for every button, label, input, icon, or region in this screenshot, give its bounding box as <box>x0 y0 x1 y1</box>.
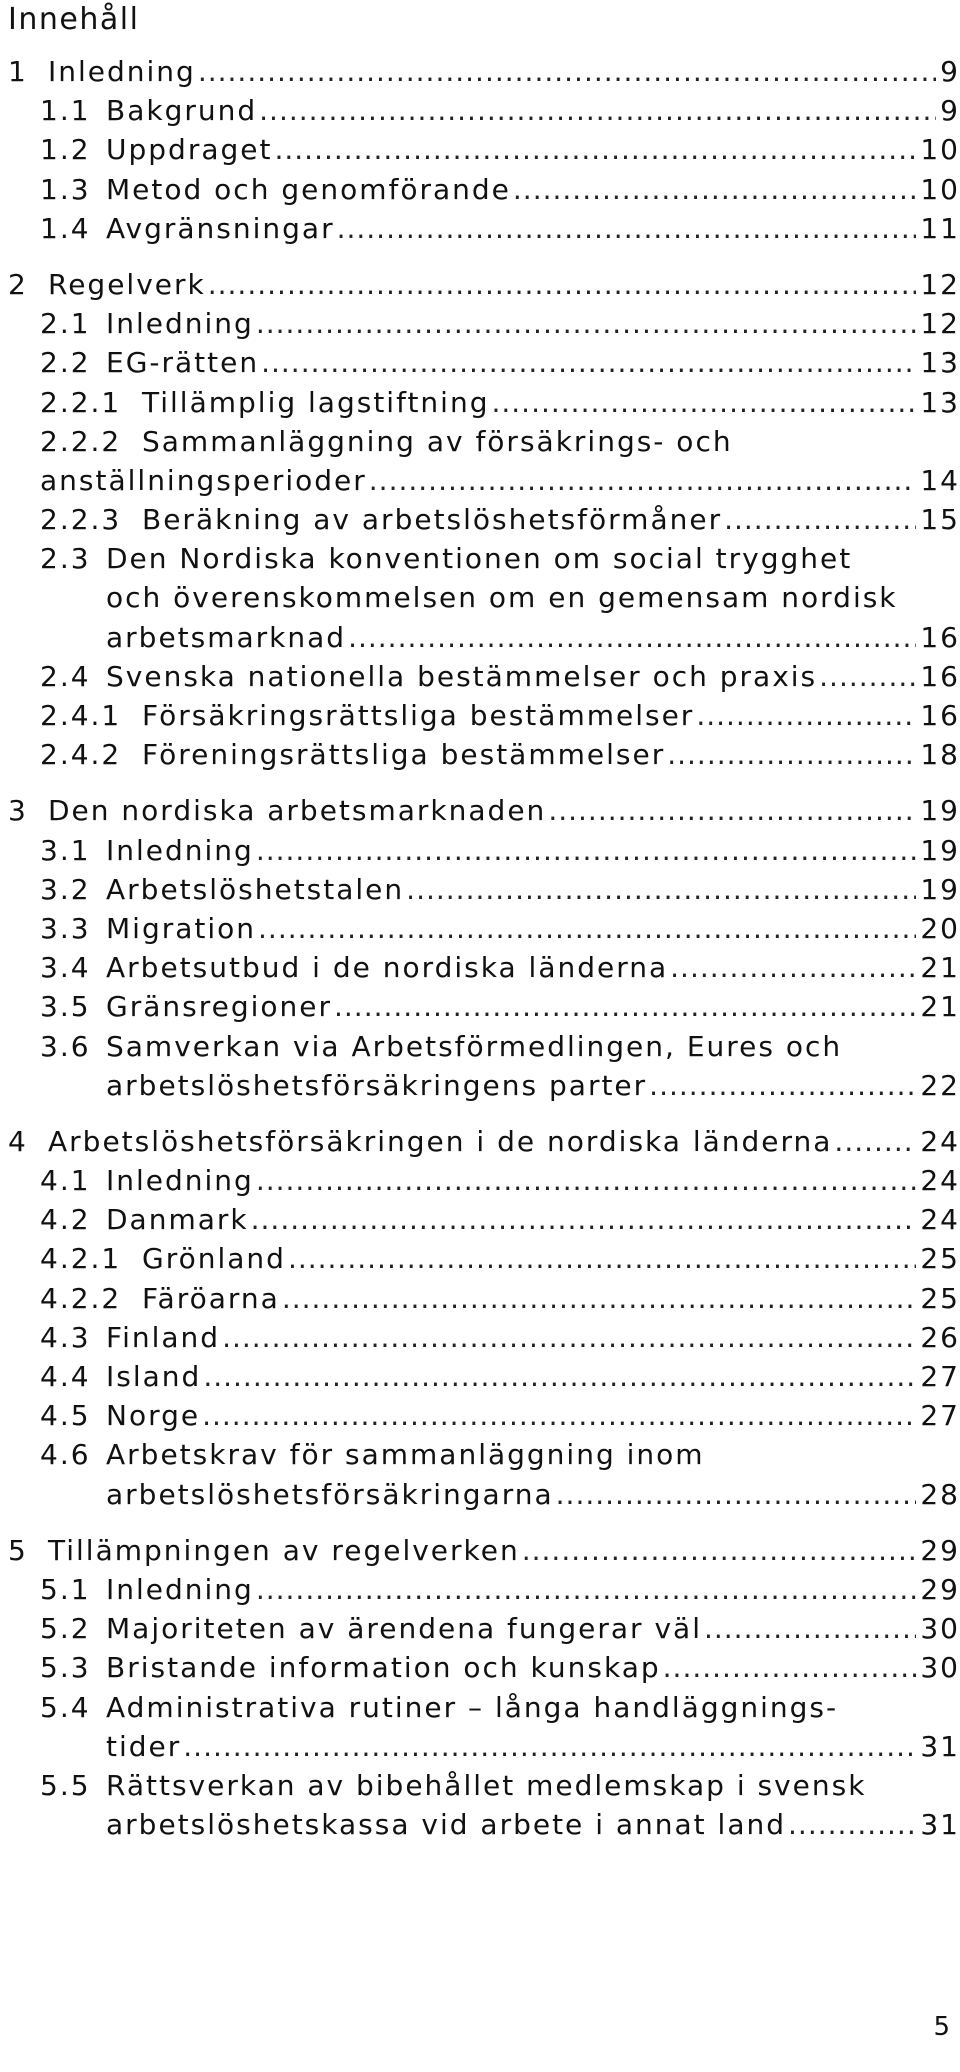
toc-entry-title: Arbetsutbud i de nordiska länderna <box>106 951 669 985</box>
section-gap <box>0 1514 960 1531</box>
toc-entry-number: 1.1 <box>40 94 91 128</box>
toc-entry-number: 2.4.1 <box>40 699 122 732</box>
toc-entry-title: Danmark <box>106 1203 249 1237</box>
dot-leader <box>203 1357 916 1396</box>
toc-entry-title: Migration <box>106 911 257 945</box>
toc-entry-title: Arbetskrav för sammanläggning inom <box>106 1438 705 1472</box>
toc-entry[interactable] <box>0 1531 960 1570</box>
toc-entry[interactable] <box>0 1609 960 1648</box>
toc-entry-title: arbetslöshetsförsäkringarna <box>106 1477 554 1511</box>
dot-leader <box>369 461 917 500</box>
toc-entry-page: 28 <box>920 1477 960 1511</box>
toc-entry[interactable] <box>0 52 960 91</box>
section-gap <box>0 248 960 265</box>
toc-entry-number: 2.2.2 <box>40 424 122 458</box>
toc-entry-title: Administrativa rutiner – långa handläggnings- <box>106 1690 839 1724</box>
toc-entry-number: 2.4.2 <box>40 738 122 772</box>
toc-entry-number: 4.2 <box>40 1203 91 1237</box>
toc-entry-number: 2 <box>8 267 28 301</box>
toc-entry-title: Regelverk <box>48 267 206 301</box>
toc-entry-page: 10 <box>920 172 960 206</box>
dot-leader <box>556 1475 917 1514</box>
toc-entry[interactable] <box>0 1122 960 1161</box>
toc-entry-title: Tillämpningen av regelverken <box>48 1533 520 1567</box>
toc-entry-number: 5.4 <box>40 1690 91 1724</box>
toc-entry-page: 25 <box>920 1281 960 1315</box>
toc-entry-number: 3.3 <box>40 911 91 945</box>
dot-leader <box>724 500 916 539</box>
toc-entry[interactable] <box>0 209 960 248</box>
dot-leader <box>256 304 917 343</box>
toc-entry[interactable] <box>0 791 960 830</box>
toc-entry-title: Island <box>106 1360 202 1393</box>
toc-entry-title: Avgränsningar <box>106 211 335 245</box>
toc-entry-title: och överenskommelsen om en gemensam nordisk <box>106 581 898 615</box>
toc-entry-title: Grönland <box>142 1242 286 1276</box>
dot-leader <box>548 791 916 830</box>
dot-leader <box>259 91 936 130</box>
toc-entry-page: 12 <box>920 307 960 341</box>
toc-entry-number: 2.3 <box>40 542 91 576</box>
toc-entry-page: 16 <box>920 620 960 654</box>
toc-entry-title: Den nordiska arbetsmarknaden <box>48 794 547 828</box>
toc-entry-title: Inledning <box>106 1164 254 1198</box>
toc-entry[interactable] <box>0 170 960 209</box>
dot-leader <box>670 948 916 987</box>
toc-entry[interactable] <box>0 1570 960 1609</box>
toc-entry-title: Beräkning av arbetslöshetsförmåner <box>142 503 723 537</box>
toc-entry[interactable] <box>0 265 960 304</box>
dot-leader <box>696 696 916 735</box>
toc-entry-title: Finland <box>106 1320 221 1354</box>
dot-leader <box>834 1122 916 1161</box>
toc-entry-title: Majoriteten av ärendena fungerar väl <box>106 1612 702 1646</box>
toc-entry[interactable] <box>0 696 960 735</box>
toc-entry-title: Arbetslöshetstalen <box>106 872 405 906</box>
dot-leader <box>788 1805 916 1844</box>
toc-entry-number: 3.1 <box>40 833 91 867</box>
toc-entry[interactable] <box>0 539 960 657</box>
toc-entry-number: 1.4 <box>40 211 91 245</box>
toc-entry-page: 18 <box>920 738 960 772</box>
toc-entry-page: 19 <box>920 794 960 828</box>
dot-leader <box>208 265 917 304</box>
dot-leader <box>522 1531 917 1570</box>
toc-entry-page: 10 <box>920 133 960 167</box>
toc-entry-title: tider <box>106 1729 182 1763</box>
dot-leader <box>282 1279 917 1318</box>
toc-entry-title: Inledning <box>106 1572 254 1606</box>
toc-entry-number: 5 <box>8 1533 28 1567</box>
toc-entry-title: Uppdraget <box>106 133 273 167</box>
toc-entry-number: 4.2.2 <box>40 1281 122 1315</box>
toc-entry-number: 4.1 <box>40 1164 91 1198</box>
toc-entry-page: 31 <box>920 1808 960 1842</box>
toc-entry-page: 15 <box>920 503 960 537</box>
toc-entry[interactable] <box>0 735 960 774</box>
toc-entry-page: 9 <box>940 94 960 128</box>
toc-entry-number: 1 <box>8 55 28 88</box>
toc-entry[interactable] <box>0 1027 960 1105</box>
page-title: Innehåll <box>8 2 140 37</box>
toc-entry[interactable] <box>0 948 960 987</box>
dot-leader <box>261 343 916 382</box>
toc-entry-number: 4.3 <box>40 1320 91 1354</box>
toc-entry-title: Sammanläggning av försäkrings- och <box>142 424 733 458</box>
toc-entry[interactable] <box>0 500 960 539</box>
dot-leader <box>491 383 916 422</box>
dot-leader <box>183 1727 916 1766</box>
toc-entry-number: 1.2 <box>40 133 91 167</box>
dot-leader <box>704 1609 916 1648</box>
toc-entry[interactable] <box>0 1357 960 1396</box>
toc-entry-number: 4.6 <box>40 1438 91 1472</box>
page-number: 5 <box>933 2012 950 2042</box>
toc-entry-title: Svenska nationella bestämmelser och praxis <box>106 659 818 693</box>
toc-entry-title: Gränsregioner <box>106 990 332 1024</box>
toc-entry-number: 4.2.1 <box>40 1242 122 1276</box>
toc-entry-number: 3.6 <box>40 1029 91 1063</box>
toc-entry-page: 16 <box>920 659 960 693</box>
dot-leader <box>202 1396 916 1435</box>
toc-entry-title: Inledning <box>48 55 196 88</box>
dot-leader <box>406 870 916 909</box>
toc-entry-page: 16 <box>920 699 960 732</box>
toc-entry-title: Norge <box>106 1399 201 1433</box>
toc-entry-page: 21 <box>920 990 960 1024</box>
toc-entry-title: Föreningsrättsliga bestämmelser <box>142 738 666 772</box>
toc-entry[interactable] <box>0 657 960 696</box>
toc-entry-page: 19 <box>920 872 960 906</box>
toc-entry-number: 2.2.1 <box>40 385 122 419</box>
toc-entry-page: 12 <box>920 267 960 301</box>
dot-leader <box>222 1318 916 1357</box>
dot-leader <box>256 831 917 870</box>
toc-entry-number: 2.1 <box>40 307 91 341</box>
toc-entry-page: 24 <box>920 1124 960 1158</box>
dot-leader <box>334 987 916 1026</box>
toc-entry-page: 21 <box>920 951 960 985</box>
dot-leader <box>513 170 916 209</box>
toc-entry-number: 4 <box>8 1124 28 1158</box>
toc-entry[interactable] <box>0 383 960 422</box>
toc-entry[interactable] <box>0 1435 960 1513</box>
toc-entry-title: anställningsperioder <box>40 463 367 497</box>
toc-entry[interactable] <box>0 1766 960 1844</box>
toc-entry-page: 20 <box>920 911 960 945</box>
toc-entry-title: Inledning <box>106 307 254 341</box>
toc-entry-number: 4.5 <box>40 1399 91 1433</box>
toc-entry-title: Metod och genomförande <box>106 172 511 206</box>
toc-entry-number: 2.2.3 <box>40 503 122 537</box>
toc-entry-page: 22 <box>920 1068 960 1102</box>
toc-entry-title: Tillämplig lagstiftning <box>142 385 490 419</box>
toc-entry-page: 24 <box>920 1203 960 1237</box>
toc-entry-number: 3.4 <box>40 951 91 985</box>
toc-entry[interactable] <box>0 1279 960 1318</box>
dot-leader <box>198 52 936 91</box>
toc-entry-title: arbetslöshetsförsäkringens parter <box>106 1068 648 1102</box>
toc-entry[interactable] <box>0 1239 960 1278</box>
toc-entry-number: 3.5 <box>40 990 91 1024</box>
toc-entry-page: 27 <box>920 1399 960 1433</box>
toc-entry-number: 4.4 <box>40 1360 91 1393</box>
toc-entry-page: 30 <box>920 1651 960 1685</box>
dot-leader <box>288 1239 916 1278</box>
dot-leader <box>649 1066 916 1105</box>
toc-entry-page: 14 <box>920 463 960 497</box>
toc-entry-title: arbetsmarknad <box>106 620 347 654</box>
toc-entry-page: 30 <box>920 1612 960 1646</box>
table-of-contents <box>0 52 960 1844</box>
toc-entry-number: 5.1 <box>40 1572 91 1606</box>
toc-entry-title: Den Nordiska konventionen om social trygghet <box>106 542 853 576</box>
dot-leader <box>258 909 916 948</box>
toc-entry[interactable] <box>0 1161 960 1200</box>
toc-entry-title: Färöarna <box>142 1281 280 1315</box>
toc-entry[interactable] <box>0 870 960 909</box>
toc-entry-title: Arbetslöshetsförsäkringen i de nordiska länderna <box>48 1124 833 1158</box>
section-gap <box>0 1105 960 1122</box>
dot-leader <box>667 735 916 774</box>
toc-entry-title: Bakgrund <box>106 94 258 128</box>
toc-entry[interactable] <box>0 1318 960 1357</box>
toc-entry[interactable] <box>0 422 960 500</box>
dot-leader <box>663 1648 917 1687</box>
section-gap <box>0 774 960 791</box>
toc-entry-page: 25 <box>920 1242 960 1276</box>
toc-entry[interactable] <box>0 1688 960 1766</box>
toc-entry-title: Rättsverkan av bibehållet medlemskap i svensk <box>106 1768 867 1802</box>
dot-leader <box>337 209 917 248</box>
toc-entry-page: 24 <box>920 1164 960 1198</box>
dot-leader <box>348 618 916 657</box>
toc-entry-number: 2.2 <box>40 346 91 380</box>
toc-entry-page: 9 <box>940 55 960 88</box>
toc-entry-page: 26 <box>920 1320 960 1354</box>
toc-entry[interactable] <box>0 91 960 130</box>
toc-entry-page: 31 <box>920 1729 960 1763</box>
dot-leader <box>251 1200 917 1239</box>
toc-entry[interactable] <box>0 1396 960 1435</box>
toc-entry-number: 3 <box>8 794 28 828</box>
toc-entry[interactable] <box>0 130 960 169</box>
toc-entry[interactable] <box>0 831 960 870</box>
toc-entry-page: 13 <box>920 385 960 419</box>
toc-entry-page: 19 <box>920 833 960 867</box>
toc-entry-title: Samverkan via Arbetsförmedlingen, Eures och <box>106 1029 843 1063</box>
toc-entry-number: 5.2 <box>40 1612 91 1646</box>
toc-entry-title: arbetslöshetskassa vid arbete i annat land <box>106 1808 787 1842</box>
toc-entry-title: Försäkringsrättsliga bestämmelser <box>142 699 695 732</box>
toc-entry[interactable] <box>0 343 960 382</box>
toc-entry[interactable] <box>0 1648 960 1687</box>
dot-leader <box>256 1161 917 1200</box>
toc-entry[interactable] <box>0 987 960 1026</box>
toc-entry-page: 27 <box>920 1360 960 1393</box>
toc-entry-page: 29 <box>920 1572 960 1606</box>
toc-entry[interactable] <box>0 304 960 343</box>
toc-entry[interactable] <box>0 1200 960 1239</box>
dot-leader <box>819 657 916 696</box>
toc-entry-number: 2.4 <box>40 659 91 693</box>
toc-entry-number: 5.3 <box>40 1651 91 1685</box>
toc-entry-title: Inledning <box>106 833 254 867</box>
dot-leader <box>256 1570 917 1609</box>
toc-entry-number: 1.3 <box>40 172 91 206</box>
toc-entry-title: Bristande information och kunskap <box>106 1651 661 1685</box>
dot-leader <box>274 130 916 169</box>
toc-entry-page: 11 <box>920 211 960 245</box>
toc-entry[interactable] <box>0 909 960 948</box>
toc-entry-number: 3.2 <box>40 872 91 906</box>
toc-entry-title: EG-rätten <box>106 346 260 380</box>
toc-entry-number: 5.5 <box>40 1768 91 1802</box>
toc-entry-page: 29 <box>920 1533 960 1567</box>
toc-entry-page: 13 <box>920 346 960 380</box>
